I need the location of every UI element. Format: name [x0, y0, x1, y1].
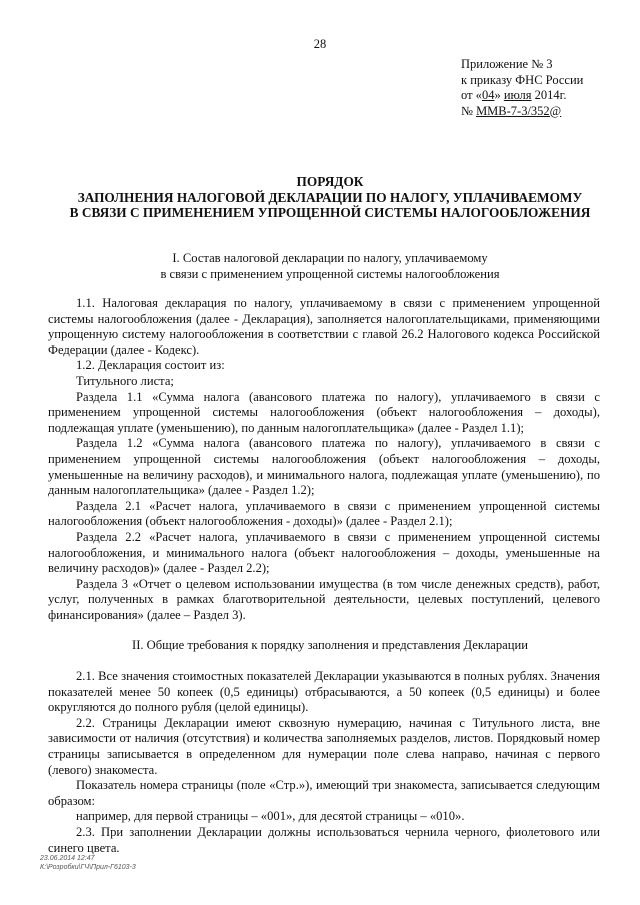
approval-line-3 [461, 88, 583, 104]
approval-line-1: Приложение № 3 [461, 57, 553, 71]
paragraph-1-1: 1.1. Налоговая декларация по налогу, уплачиваемому в связи с применением упрощенной системы налогообложения (далее - Декларация), заполняется налогоплательщиками, применяющими упрощенную систему налогообложения в соответствии с главой 26.2 Налогового кодекса Российской Федерации (далее - Кодекс). [48, 296, 600, 357]
approval-line-2: к приказу ФНС России [461, 72, 584, 87]
order-number: ММВ-7-3/352@ [476, 103, 562, 118]
paragraph-page-number-format: Показатель номера страницы (поле «Стр.»), имеющий три знакоместа, записывается следующим образом: [48, 778, 600, 808]
file-stamp-path: К:\Розробки\ГЧ\Прил-Г6103-3 [40, 863, 136, 871]
approval-date-prefix: от « [461, 88, 482, 102]
section-1-heading-line-1: I. Состав налоговой декларации по налогу, уплачиваемому [172, 251, 488, 265]
title-line-1: ПОРЯДОК [296, 174, 364, 189]
approval-line-4 [461, 104, 583, 120]
section-2-heading-line: II. Общие требования к порядку заполнения и представления Декларации [132, 638, 528, 652]
document-title [60, 174, 600, 221]
file-stamp [40, 855, 136, 872]
paragraph-page-number-example: например, для первой страницы – «001», для десятой страницы – «010». [76, 809, 465, 824]
approval-year: 2014г. [531, 88, 567, 102]
paragraph-2-3: 2.3. При заполнении Декларации должны использоваться чернила черного, фиолетового или синего цвета. [48, 824, 600, 855]
approval-block [461, 57, 583, 119]
order-number-prefix: № [461, 103, 477, 118]
title-line-3: В СВЯЗИ С ПРИМЕНЕНИЕМ УПРОЩЕННОЙ СИСТЕМЫ НАЛОГООБЛОЖЕНИЯ [69, 205, 591, 221]
list-item-section-1-1: Раздела 1.1 «Сумма налога (авансового платежа по налогу), уплачиваемого в связи с применением упрощенной системы налогообложения (объект налогообложения – доходы), подлежащая уплате (уменьшению), по данным налогоплательщика» (далее - Раздел 1.1); [48, 389, 600, 435]
approval-date-mid: » [494, 88, 504, 102]
approval-day: 04 [481, 88, 495, 102]
list-item-section-2-1: Раздела 2.1 «Расчет налога, уплачиваемого в связи с применением упрощенной системы налогообложения (объект налогообложения - доходы)» (далее - Раздел 2.1); [48, 498, 600, 529]
approval-month: июля [503, 88, 532, 102]
list-item-section-1-2: Раздела 1.2 «Сумма налога (авансового платежа по налогу), уплачиваемого в связи с применением упрощенной системы налогообложения (объект налогообложения – доходы, уменьшенные на величину расходов), и минимального налога, подлежащая уплате (уменьшению), по данным налогоплательщика» (далее - Раздел 1.2); [48, 436, 600, 498]
paragraph-1-2: 1.2. Декларация состоит из: [76, 358, 225, 373]
section-2-heading [60, 638, 600, 654]
section-1-heading-line-2: в связи с применением упрощенной системы налогообложения [160, 266, 500, 281]
paragraph-2-1: 2.1. Все значения стоимостных показателей Декларации указываются в полных рублях. Значения показателей менее 50 копеек (0,5 единицы) отбрасываются, а 50 копеек (0,5 единицы) и более округляются до полного рубля (целой единицы). [48, 669, 600, 715]
title-line-2: ЗАПОЛНЕНИЯ НАЛОГОВОЙ ДЕКЛАРАЦИИ ПО НАЛОГУ, УПЛАЧИВАЕМОМУ [77, 189, 583, 205]
list-item-section-3: Раздела 3 «Отчет о целевом использовании имущества (в том числе денежных средств), работ, услуг, полученных в рамках благотворительной деятельности, целевых поступлений, целевого финансирования» (далее – Раздел 3). [48, 576, 600, 622]
section-1-body [48, 296, 600, 623]
section-1-heading [60, 251, 600, 282]
list-item-title-sheet: Титульного листа; [76, 373, 174, 388]
file-stamp-date: 23.06.2014 12:47 [40, 855, 95, 862]
section-2-body [48, 669, 600, 856]
list-item-section-2-2: Раздела 2.2 «Расчет налога, уплачиваемого в связи с применением упрощенной системы налогообложения, и минимального налога (объект налогообложения – доходы, уменьшенные на величину расходов)» (далее - Раздел 2.2); [48, 529, 600, 576]
page-number: 28 [313, 37, 327, 51]
paragraph-2-2: 2.2. Страницы Декларации имеют сквозную нумерацию, начиная с Титульного листа, вне зависимости от наличия (отсутствия) и количества заполняемых разделов, листов. Порядковый номер страницы записывается в определенном для нумерации поле слева направо, начиная с первого (левого) знакоместа. [48, 715, 600, 777]
